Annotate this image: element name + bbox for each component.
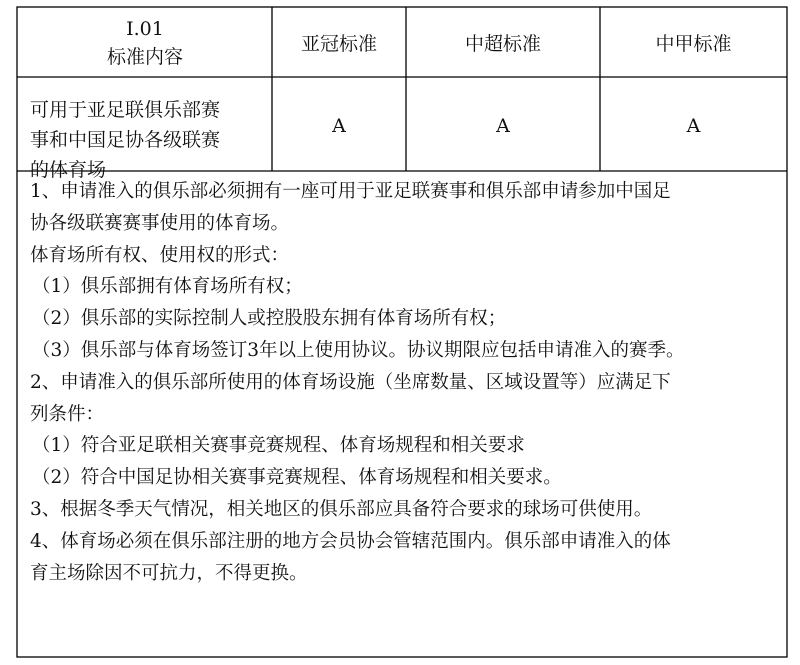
description-line: 1、申请准入的俱乐部必须拥有一座可用于亚足联赛事和俱乐部申请参加中国足 (30, 181, 671, 202)
league-one-grade: A (686, 115, 701, 137)
standard-code: I.01 (126, 17, 164, 40)
header-afc-standard: 亚冠标准 (300, 33, 377, 55)
super-league-grade: A (496, 115, 510, 137)
description-cell (30, 176, 785, 589)
content-cell (30, 95, 268, 185)
description-line: 3、根据冬季天气情况，相关地区的俱乐部应具备符合要求的球场可供使用。 (30, 498, 653, 520)
content-line: 可用于亚足联俱乐部赛 (30, 99, 221, 121)
description-line: （3）俱乐部与体育场签订3年以上使用协议。协议期限应包括申请准入的赛季。 (32, 339, 685, 361)
content-line: 事和中国足协各级联赛 (30, 129, 221, 151)
description-line: （1）俱乐部拥有体育场所有权； (32, 276, 303, 298)
content-line: 的体育场 (30, 159, 107, 181)
header-content-cell (18, 8, 272, 77)
afc-grade: A (332, 115, 346, 137)
description-line: 2、申请准入的俱乐部所使用的体育场设施（坐席数量、区域设置等）应满足下 (30, 371, 671, 393)
description-line: （2）符合中国足协相关赛事竞赛规程、体育场规程和相关要求。 (32, 467, 562, 489)
description-line: 协各级联赛赛事使用的体育场。 (30, 212, 290, 234)
content-label: 标准内容 (106, 45, 183, 68)
header-super-league-standard: 中超标准 (464, 33, 541, 55)
description-line: （2）俱乐部的实际控制人或控股股东拥有体育场所有权； (32, 308, 507, 330)
description-line: 育主场除因不可抗力，不得更换。 (30, 562, 308, 584)
description-line: （1）符合亚足联相关赛事竞赛规程、体育场规程和相关要求 (32, 435, 525, 457)
description-line: 体育场所有权、使用权的形式： (30, 244, 290, 266)
description-line: 列条件： (30, 403, 105, 425)
description-line: 4、体育场必须在俱乐部注册的地方会员协会管辖范围内。俱乐部申请准入的体 (30, 530, 671, 552)
header-league-one-standard: 中甲标准 (655, 33, 732, 55)
